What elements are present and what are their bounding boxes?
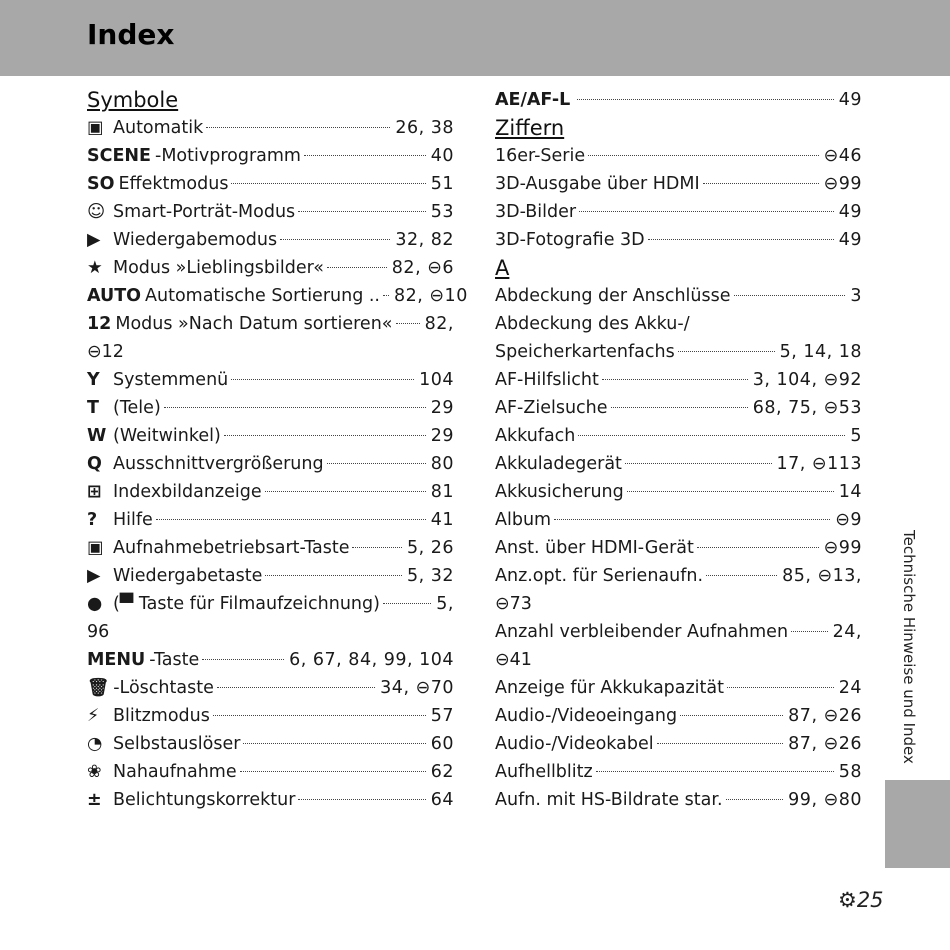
index-entry <box>87 730 454 758</box>
symbol-icon: ☺ <box>87 202 106 222</box>
index-column-right <box>495 86 862 814</box>
entry-pages: 41 <box>430 510 454 530</box>
index-entry <box>87 758 454 786</box>
index-entry <box>495 226 862 254</box>
leader-dots <box>327 463 426 464</box>
entry-pages: 26, 38 <box>395 118 454 138</box>
index-entry <box>495 478 862 506</box>
leader-dots <box>596 771 834 772</box>
leader-dots <box>240 771 426 772</box>
index-entry-ae-af-l <box>495 86 862 114</box>
leader-dots <box>577 99 833 100</box>
chapter-tab <box>885 780 950 868</box>
entry-pages: 5, 14, 18 <box>779 342 862 362</box>
entry-pages: 60 <box>430 734 454 754</box>
entry-term: Automatik <box>113 118 204 138</box>
leader-dots <box>231 379 414 380</box>
entry-term: Abdeckung der Anschlüsse <box>495 286 731 306</box>
index-entry <box>495 170 862 198</box>
leader-dots <box>678 351 775 352</box>
leader-dots <box>243 743 425 744</box>
index-entry <box>495 786 862 814</box>
entry-term: Abdeckung des Akku-/ <box>495 314 690 334</box>
entry-term: Wiedergabemodus <box>113 230 278 250</box>
symbol-icon: SO <box>87 174 115 194</box>
leader-dots <box>304 155 426 156</box>
leader-dots <box>298 211 426 212</box>
index-entry <box>87 310 454 366</box>
leader-dots <box>627 491 834 492</box>
index-entry <box>87 450 454 478</box>
index-entry <box>87 590 454 646</box>
entry-pages: 5, 32 <box>406 566 454 586</box>
entry-term: Audio-/Videoeingang <box>495 706 678 726</box>
leader-dots <box>206 127 390 128</box>
index-entry <box>87 394 454 422</box>
index-entry <box>87 478 454 506</box>
entry-pages: 29 <box>430 398 454 418</box>
entry-term: Systemmenü <box>113 370 229 390</box>
entry-list-a <box>495 282 862 814</box>
entry-term: Modus »Lieblingsbilder« <box>113 258 324 278</box>
symbol-icon: ▣ <box>87 538 104 558</box>
index-column-left <box>87 86 468 814</box>
ae-af-l-icon: AE/AF-L <box>495 90 571 110</box>
symbol-icon: ★ <box>87 258 103 278</box>
entry-pages: 85, ⊖13, <box>782 566 862 586</box>
entry-term: Smart-Porträt-Modus <box>113 202 296 222</box>
symbol-icon: W <box>87 426 107 446</box>
index-entry <box>495 506 862 534</box>
entry-pages: 29 <box>430 426 454 446</box>
leader-dots <box>578 435 845 436</box>
entry-pages: 24 <box>838 678 862 698</box>
index-entry <box>87 786 454 814</box>
entry-pages-continued: 96 <box>87 622 110 642</box>
entry-term: Anzeige für Akkukapazität <box>495 678 724 698</box>
index-entry <box>495 198 862 226</box>
entry-term: Hilfe <box>113 510 153 530</box>
entry-list-ziffern <box>495 142 862 254</box>
leader-dots <box>202 659 284 660</box>
index-entry <box>87 506 454 534</box>
leader-dots <box>164 407 426 408</box>
entry-pages: 32, 82 <box>395 230 454 250</box>
entry-term: 3D-Fotografie 3D <box>495 230 645 250</box>
index-entry <box>495 282 862 310</box>
entry-pages: 5, 26 <box>406 538 454 558</box>
index-entry <box>87 254 454 282</box>
entry-pages: 17, ⊖113 <box>776 454 862 474</box>
entry-term: (▀ Taste für Filmaufzeichnung) <box>113 594 380 614</box>
symbol-icon: AUTO <box>87 286 142 306</box>
symbol-icon: ▶ <box>87 230 101 250</box>
entry-term: Akkusicherung <box>495 482 624 502</box>
entry-pages: 64 <box>430 790 454 810</box>
index-entry <box>87 282 468 310</box>
index-entry <box>87 562 454 590</box>
entry-pages: 6, 67, 84, 99, 104 <box>289 650 454 670</box>
entry-term: Anz.opt. für Serienaufn. <box>495 566 704 586</box>
index-entry <box>87 366 454 394</box>
entry-term: Aufn. mit HS-Bildrate star. <box>495 790 723 810</box>
index-entry <box>495 674 862 702</box>
entry-term: Aufhellblitz <box>495 762 593 782</box>
leader-dots <box>383 603 431 604</box>
entry-pages: 99, ⊖80 <box>788 790 862 810</box>
symbol-icon: Q <box>87 454 102 474</box>
index-entry <box>495 562 862 618</box>
index-entry <box>495 450 862 478</box>
section-heading-symbole: Symbole <box>87 88 179 112</box>
entry-term: AF-Zielsuche <box>495 398 608 418</box>
entry-term: Anst. über HDMI-Gerät <box>495 538 694 558</box>
entry-pages: 51 <box>430 174 454 194</box>
entry-term: Selbstauslöser <box>113 734 241 754</box>
page-number: ⚙25 <box>838 888 884 912</box>
symbol-icon: SCENE <box>87 146 152 166</box>
index-entry <box>495 394 862 422</box>
index-entry <box>495 702 862 730</box>
leader-dots <box>298 799 425 800</box>
leader-dots <box>265 491 426 492</box>
section-heading-a: A <box>495 256 510 280</box>
symbol-icon: 12 <box>87 314 112 334</box>
entry-pages: 104 <box>419 370 454 390</box>
entry-pages: 62 <box>430 762 454 782</box>
entry-pages: ⊖99 <box>823 538 862 558</box>
leader-dots <box>396 323 420 324</box>
entry-pages: 49 <box>838 202 862 222</box>
entry-term: Akkufach <box>495 426 576 446</box>
leader-dots <box>734 295 846 296</box>
leader-dots <box>156 519 426 520</box>
symbol-icon: Y <box>87 370 100 390</box>
index-entry <box>495 366 862 394</box>
entry-term: 3D-Bilder <box>495 202 577 222</box>
index-entry <box>87 422 454 450</box>
leader-dots <box>224 435 426 436</box>
entry-term: Automatische Sortierung .. <box>145 286 380 306</box>
index-entry <box>495 338 862 366</box>
index-entry <box>87 142 454 170</box>
symbol-icon: T <box>87 398 99 418</box>
entry-pages: 81 <box>430 482 454 502</box>
leader-dots <box>706 575 777 576</box>
entry-term: Wiedergabetaste <box>113 566 263 586</box>
leader-dots <box>217 687 375 688</box>
entry-pages: 5 <box>850 426 862 446</box>
entry-term: Effektmodus <box>118 174 229 194</box>
entry-term: (Weitwinkel) <box>113 426 221 446</box>
symbol-icon: ● <box>87 594 103 614</box>
entry-pages: 82, <box>424 314 454 334</box>
leader-dots <box>213 715 426 716</box>
leader-dots <box>383 295 389 296</box>
symbol-icon: MENU <box>87 650 146 670</box>
index-entry <box>87 702 454 730</box>
entry-pages: 34, ⊖70 <box>380 678 454 698</box>
index-entry <box>87 114 454 142</box>
leader-dots <box>327 267 387 268</box>
symbol-icon: ± <box>87 790 102 810</box>
symbol-icon: ⚡ <box>87 706 100 726</box>
entry-term: Anzahl verbleibender Aufnahmen <box>495 622 789 642</box>
index-entry <box>495 422 862 450</box>
leader-dots <box>703 183 819 184</box>
entry-term: Indexbildanzeige <box>113 482 262 502</box>
entry-pages-continued: ⊖12 <box>87 342 124 362</box>
leader-dots <box>265 575 402 576</box>
entry-pages: ⊖9 <box>835 510 862 530</box>
leader-dots <box>280 239 390 240</box>
entry-term: Album <box>495 510 552 530</box>
symbol-icon: ? <box>87 510 98 530</box>
entry-pages: 82, ⊖10 <box>394 286 468 306</box>
entry-term: Ausschnittvergrößerung <box>113 454 324 474</box>
entry-term: 16er-Serie <box>495 146 586 166</box>
index-entry <box>87 674 454 702</box>
entry-term: AF-Hilfslicht <box>495 370 599 390</box>
index-entry <box>495 310 862 338</box>
entry-term: Modus »Nach Datum sortieren« <box>115 314 393 334</box>
entry-pages: 87, ⊖26 <box>788 734 862 754</box>
entry-pages: 57 <box>430 706 454 726</box>
entry-pages: ⊖99 <box>823 174 862 194</box>
index-entry <box>87 226 454 254</box>
entry-pages-continued: ⊖41 <box>495 650 532 670</box>
index-entry <box>87 646 454 674</box>
entry-pages: 87, ⊖26 <box>788 706 862 726</box>
leader-dots <box>625 463 772 464</box>
entry-term: Nahaufnahme <box>113 762 237 782</box>
entry-term: Akkuladegerät <box>495 454 622 474</box>
entry-pages: 80 <box>430 454 454 474</box>
symbol-icon: ⊞ <box>87 482 102 502</box>
entry-pages: 14 <box>838 482 862 502</box>
leader-dots <box>352 547 401 548</box>
entry-term: Speicherkartenfachs <box>495 342 675 362</box>
leader-dots <box>726 799 784 800</box>
section-heading-ziffern: Ziffern <box>495 116 565 140</box>
entry-pages: 3 <box>850 286 862 306</box>
entry-pages: 49 <box>838 90 862 110</box>
index-entry <box>87 534 454 562</box>
leader-dots <box>697 547 819 548</box>
entry-pages: 53 <box>430 202 454 222</box>
entry-pages: 3, 104, ⊖92 <box>752 370 862 390</box>
symbol-icon: ▶ <box>87 566 101 586</box>
leader-dots <box>602 379 748 380</box>
page-header <box>0 0 950 76</box>
entry-pages: 49 <box>838 230 862 250</box>
entry-term: -Taste <box>149 650 200 670</box>
index-entry <box>495 758 862 786</box>
leader-dots <box>579 211 834 212</box>
symbol-icon: ❀ <box>87 762 102 782</box>
symbol-icon: 🗑 <box>87 678 110 698</box>
leader-dots <box>657 743 784 744</box>
index-entry <box>495 730 862 758</box>
entry-pages: 24, <box>832 622 862 642</box>
leader-dots <box>611 407 748 408</box>
entry-term: (Tele) <box>113 398 161 418</box>
entry-pages: 5, <box>436 594 454 614</box>
entry-pages: ⊖46 <box>823 146 862 166</box>
entry-term: Blitzmodus <box>113 706 210 726</box>
entry-pages: 68, 75, ⊖53 <box>752 398 862 418</box>
page-title: Index <box>87 18 175 51</box>
leader-dots <box>648 239 834 240</box>
index-entry <box>87 170 454 198</box>
leader-dots <box>680 715 783 716</box>
leader-dots <box>727 687 834 688</box>
index-entry <box>495 534 862 562</box>
leader-dots <box>231 183 425 184</box>
entry-term: Aufnahmebetriebsart-Taste <box>113 538 350 558</box>
leader-dots <box>588 155 818 156</box>
chapter-side-label: Technische Hinweise und Index <box>900 530 918 764</box>
entry-term: -Löschtaste <box>113 678 214 698</box>
entry-term: -Motivprogramm <box>155 146 301 166</box>
entry-term: Audio-/Videokabel <box>495 734 654 754</box>
leader-dots <box>554 519 830 520</box>
entry-term: Belichtungskorrektur <box>113 790 296 810</box>
symbol-icon: ▣ <box>87 118 104 138</box>
entry-pages: 82, ⊖6 <box>391 258 454 278</box>
index-entry <box>495 142 862 170</box>
symbol-icon: ◔ <box>87 734 103 754</box>
leader-dots <box>791 631 828 632</box>
entry-pages-continued: ⊖73 <box>495 594 532 614</box>
entry-term: 3D-Ausgabe über HDMI <box>495 174 700 194</box>
index-entry <box>87 198 454 226</box>
entry-pages: 58 <box>838 762 862 782</box>
entry-list-symbole <box>87 114 468 814</box>
index-entry <box>495 618 862 674</box>
entry-pages: 40 <box>430 146 454 166</box>
